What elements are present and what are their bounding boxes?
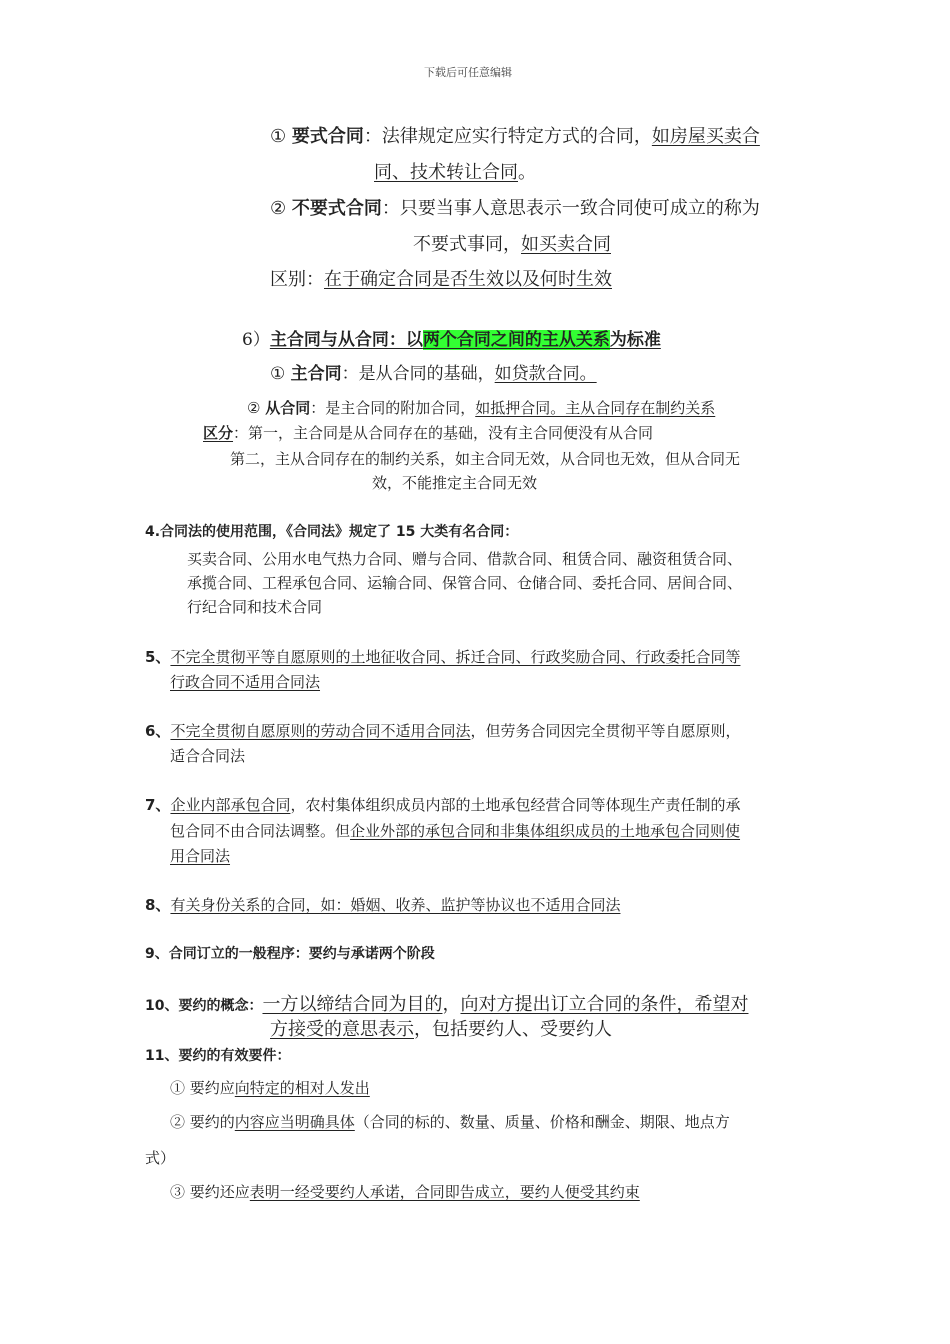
line-formal-contract	[270, 126, 760, 149]
line-main-contract	[270, 364, 597, 385]
term-sub-contract: 从合同	[265, 399, 311, 417]
item-underlined: 内容应当明确具体	[234, 1113, 355, 1131]
distinction-text: ：第一，主合同是从合同存在的基础，没有主合同便没有从合同	[233, 424, 654, 442]
definition-text: 不要式事同，	[413, 234, 521, 255]
term-informal-contract: 不要式合同	[291, 198, 382, 219]
section-9-line: 9、合同订立的一般程序：要约与承诺两个阶段	[145, 946, 435, 962]
item-text: ③ 要约还应	[170, 1183, 250, 1201]
item-number: 5、	[145, 648, 171, 666]
section-7-line2	[170, 822, 740, 841]
section-11-item-3	[170, 1183, 640, 1202]
heading-text-end: 为标准	[609, 330, 661, 350]
example-text: 如贷款合同。	[494, 364, 597, 384]
line-main-sub-heading	[242, 330, 661, 351]
section-7-line1	[145, 796, 740, 815]
heading-text: 主合同与从合同：以	[269, 330, 423, 350]
circled-number: ②	[247, 399, 266, 417]
section-6-text: ，但劳务合同因完全贯彻平等自愿原则，	[470, 722, 741, 740]
circled-number: ①	[270, 364, 291, 384]
example-text: 如买卖合同	[521, 234, 611, 255]
section-11-item-2	[170, 1113, 730, 1132]
section-6-underlined: 不完全贯彻自愿原则的劳动合同不适用合同法	[170, 722, 471, 740]
line-informal-contract-cont	[413, 234, 611, 257]
definition-text: ：法律规定应实行特定方式的合同，	[363, 126, 652, 147]
item-number: 6、	[145, 722, 171, 740]
section-10-line2	[270, 1019, 612, 1042]
section-11-item-2-cont: 式）	[145, 1149, 176, 1167]
section-11-item-1	[170, 1079, 370, 1098]
line-distinction-second: 第二，主从合同存在的制约关系，如主合同无效，从合同也无效，但从合同无	[230, 450, 741, 468]
section-10-underlined: 方接受的意思表示	[270, 1019, 414, 1040]
line-informal-contract	[270, 198, 760, 221]
section-5-line2: 行政合同不适用合同法	[170, 673, 321, 691]
section-11-title: 11、要约的有效要件：	[145, 1048, 291, 1064]
section-10-underlined: 一方以缔结合同为目的	[262, 994, 443, 1015]
highlighted-text: 两个合同之间的主从关系	[422, 330, 610, 350]
section-4-line: 行纪合同和技术合同	[187, 598, 323, 616]
section-7-text: ，农村集体组织成员内部的土地承包经营合同等体现生产责任制的承	[290, 796, 741, 814]
section-5-line1	[145, 648, 740, 667]
item-text: ② 要约的	[170, 1113, 235, 1131]
punctuation: 。	[518, 162, 536, 183]
punctuation: ，	[442, 994, 461, 1015]
section-7-underlined: 企业内部承包合同	[170, 796, 291, 814]
section-8-line	[145, 896, 620, 915]
item-number: 6）	[242, 330, 270, 350]
item-text: ① 要约应	[170, 1079, 235, 1097]
section-4-line: 承揽合同、工程承包合同、运输合同、保管合同、仓储合同、委托合同、居间合同、	[187, 574, 743, 592]
line-distinction	[203, 424, 653, 443]
section-8-text: 有关身份关系的合同，如：婚姻、收养、监护等协议也不适用合同法	[170, 896, 621, 914]
section-4-line: 买卖合同、公用水电气热力合同、赠与合同、借款合同、租赁合同、融资租赁合同、	[187, 550, 743, 568]
section-4-title: 4.合同法的使用范围，《合同法》规定了 15 大类有名合同：	[145, 524, 519, 540]
section-10-underlined: 向对方提出订立合同的条件，希望对	[460, 994, 749, 1015]
circled-number: ①	[270, 126, 292, 147]
term-formal-contract: 要式合同	[291, 126, 364, 147]
item-underlined: 表明一经受要约人承诺，合同即告成立，要约人便受其约束	[249, 1183, 640, 1201]
line-sub-contract	[247, 399, 715, 418]
section-7-text: 包合同不由合同法调整。但	[170, 822, 351, 840]
section-5-text: 不完全贯彻平等自愿原则的土地征收合同、拆迁合同、行政奖励合同、行政委托合同等	[170, 648, 741, 666]
item-text: （合同的标的、数量、质量、价格和酬金、期限、地点方	[354, 1113, 730, 1131]
section-7-line3: 用合同法	[170, 847, 231, 865]
section-6-line1	[145, 722, 740, 741]
line-formal-contract-cont	[374, 162, 536, 185]
item-underlined: 向特定的相对人发出	[234, 1079, 370, 1097]
example-text: 同、技术转让合同	[374, 162, 518, 183]
section-10-text: ，包括要约人、受要约人	[414, 1019, 612, 1040]
circled-number: ②	[270, 198, 292, 219]
section-7-underlined: 企业外部的承包合同和非集体组织成员的土地承包合同则使	[350, 822, 741, 840]
section-6-line2: 适合合同法	[170, 747, 246, 765]
line-distinction-second-cont: 效，不能推定主合同无效	[372, 474, 538, 492]
definition-text: ：是从合同的基础，	[341, 364, 495, 384]
page-header: 下载后可任意编辑	[424, 66, 512, 79]
definition-text: ：是主合同的附加合同，	[310, 399, 476, 417]
item-number: 8、	[145, 896, 171, 914]
difference-text: 在于确定合同是否生效以及何时生效	[324, 269, 612, 290]
definition-text: ：只要当事人意思表示一致合同使可成立的称为	[381, 198, 760, 219]
label-text: 区别：	[270, 269, 324, 290]
section-10-line1	[145, 994, 748, 1017]
term-main-contract: 主合同	[290, 364, 342, 384]
example-text: 如抵押合同。主从合同存在制约关系	[475, 399, 716, 417]
line-difference	[270, 269, 612, 292]
item-number: 7、	[145, 796, 171, 814]
label-distinction: 区分	[203, 424, 234, 442]
section-10-label: 10、要约的概念：	[145, 998, 263, 1014]
example-text: 如房屋买卖合	[651, 126, 760, 147]
